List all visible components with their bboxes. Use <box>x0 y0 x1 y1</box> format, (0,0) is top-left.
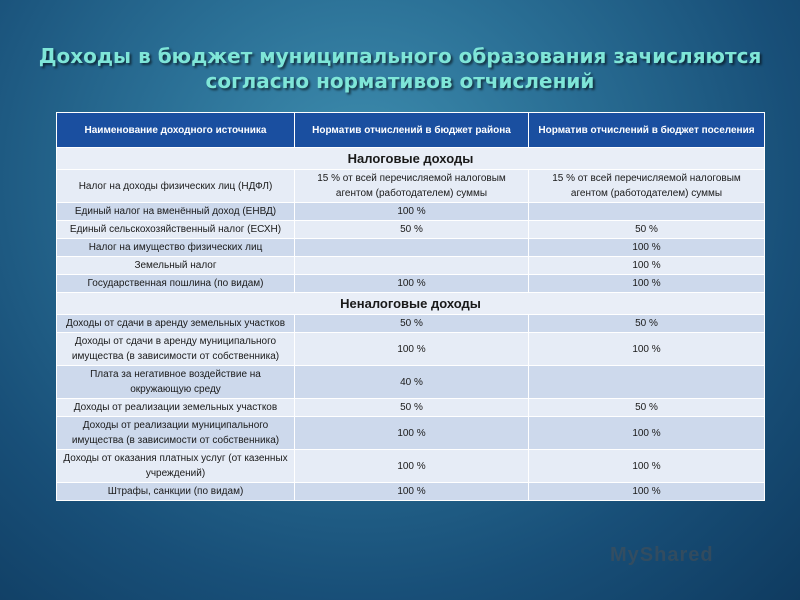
cell-district-rate: 15 % от всей перечисляемой налоговым агентом (работодателем) суммы <box>295 170 529 203</box>
cell-source-name: Налог на имущество физических лиц <box>57 239 295 257</box>
cell-settlement-rate <box>529 366 765 399</box>
table-row <box>57 366 765 399</box>
section-header-row <box>57 293 765 315</box>
table-row <box>57 203 765 221</box>
cell-settlement-rate: 100 % <box>529 417 765 450</box>
table-row <box>57 221 765 239</box>
header-district: Норматив отчислений в бюджет района <box>295 113 529 148</box>
cell-district-rate: 50 % <box>295 315 529 333</box>
table-row <box>57 483 765 501</box>
revenue-table <box>56 112 765 501</box>
table-header-row <box>57 113 765 148</box>
section-title: Налоговые доходы <box>57 148 765 170</box>
cell-district-rate: 50 % <box>295 399 529 417</box>
cell-district-rate: 40 % <box>295 366 529 399</box>
cell-settlement-rate: 50 % <box>529 315 765 333</box>
cell-district-rate: 100 % <box>295 450 529 483</box>
section-title: Неналоговые доходы <box>57 293 765 315</box>
table-row <box>57 399 765 417</box>
cell-source-name: Доходы от оказания платных услуг (от казенных учреждений) <box>57 450 295 483</box>
cell-source-name: Единый налог на вменённый доход (ЕНВД) <box>57 203 295 221</box>
cell-district-rate: 100 % <box>295 203 529 221</box>
table-row <box>57 275 765 293</box>
cell-district-rate: 100 % <box>295 483 529 501</box>
watermark-logo: MyShared <box>610 544 714 566</box>
table-row <box>57 257 765 275</box>
page-title: Доходы в бюджет муниципального образования зачисляются согласно нормативов отчислений <box>38 44 762 93</box>
table-row <box>57 170 765 203</box>
cell-source-name: Земельный налог <box>57 257 295 275</box>
cell-district-rate: 100 % <box>295 417 529 450</box>
table-row <box>57 450 765 483</box>
cell-settlement-rate: 50 % <box>529 221 765 239</box>
header-settlement: Норматив отчислений в бюджет поселения <box>529 113 765 148</box>
cell-settlement-rate <box>529 203 765 221</box>
table-row <box>57 333 765 366</box>
cell-settlement-rate: 15 % от всей перечисляемой налоговым агентом (работодателем) суммы <box>529 170 765 203</box>
cell-district-rate: 50 % <box>295 221 529 239</box>
table-row <box>57 417 765 450</box>
cell-settlement-rate: 50 % <box>529 399 765 417</box>
section-header-row <box>57 148 765 170</box>
cell-settlement-rate: 100 % <box>529 257 765 275</box>
cell-source-name: Единый сельскохозяйственный налог (ЕСХН) <box>57 221 295 239</box>
table-body <box>57 148 765 501</box>
cell-settlement-rate: 100 % <box>529 450 765 483</box>
revenue-table-container <box>56 112 764 501</box>
cell-district-rate: 100 % <box>295 333 529 366</box>
cell-district-rate: 100 % <box>295 275 529 293</box>
cell-source-name: Налог на доходы физических лиц (НДФЛ) <box>57 170 295 203</box>
cell-source-name: Доходы от сдачи в аренду земельных участков <box>57 315 295 333</box>
cell-district-rate <box>295 239 529 257</box>
cell-source-name: Доходы от сдачи в аренду муниципального имущества (в зависимости от собственника) <box>57 333 295 366</box>
cell-source-name: Доходы от реализации муниципального имущества (в зависимости от собственника) <box>57 417 295 450</box>
table-row <box>57 239 765 257</box>
cell-source-name: Плата за негативное воздействие на окружающую среду <box>57 366 295 399</box>
cell-source-name: Доходы от реализации земельных участков <box>57 399 295 417</box>
table-row <box>57 315 765 333</box>
cell-source-name: Государственная пошлина (по видам) <box>57 275 295 293</box>
cell-settlement-rate: 100 % <box>529 239 765 257</box>
cell-settlement-rate: 100 % <box>529 333 765 366</box>
cell-settlement-rate: 100 % <box>529 275 765 293</box>
cell-district-rate <box>295 257 529 275</box>
cell-settlement-rate: 100 % <box>529 483 765 501</box>
cell-source-name: Штрафы, санкции (по видам) <box>57 483 295 501</box>
header-source: Наименование доходного источника <box>57 113 295 148</box>
